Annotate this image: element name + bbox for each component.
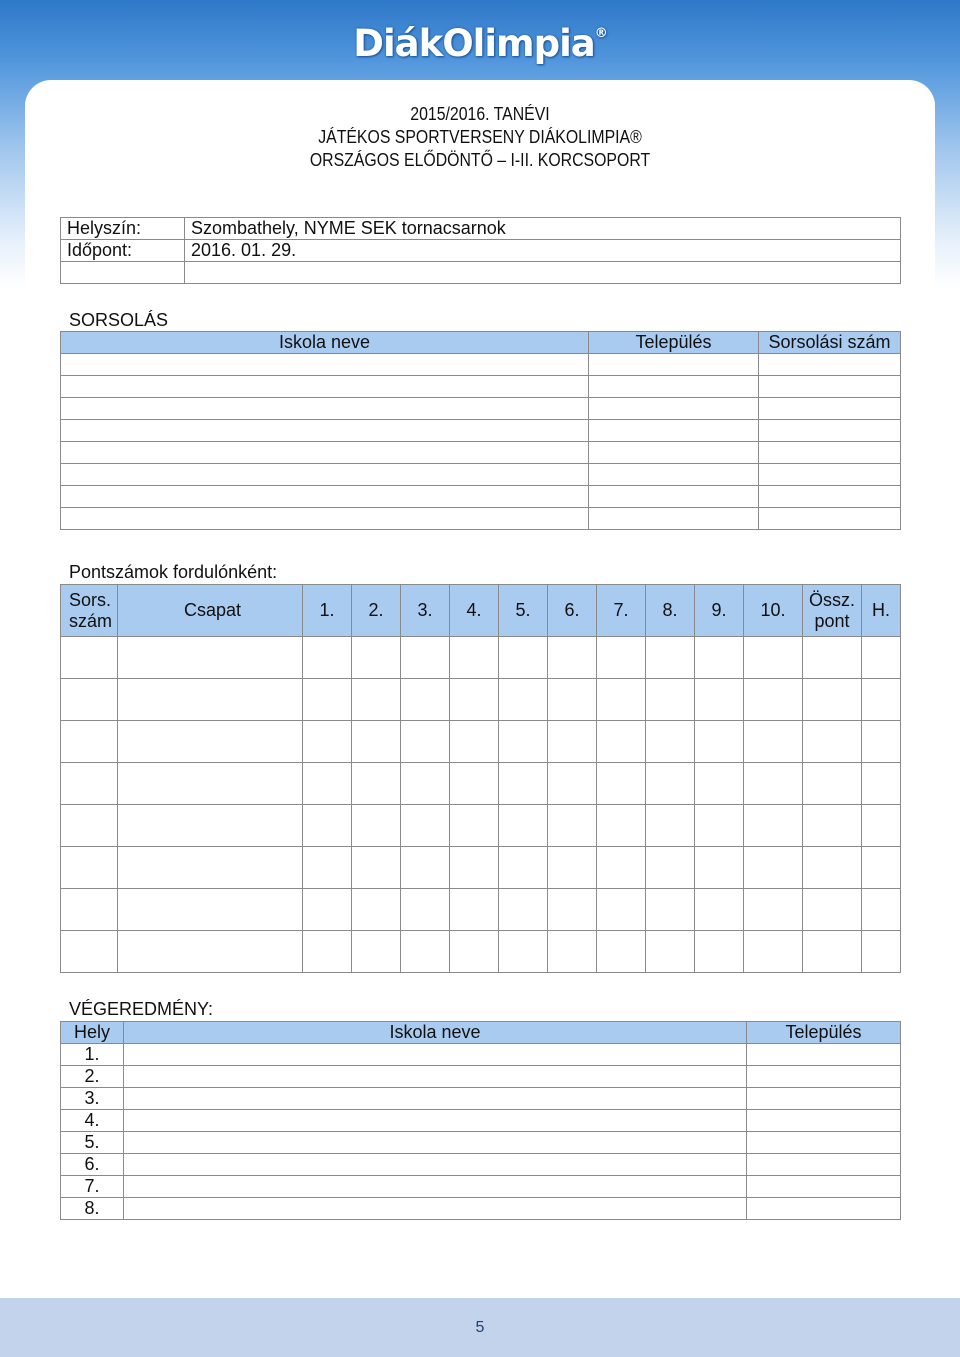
draw-table [60, 331, 901, 530]
points-cell [303, 847, 352, 889]
draw-cell [759, 354, 901, 376]
draw-cell [759, 398, 901, 420]
points-cell [597, 931, 646, 973]
points-cell [803, 931, 862, 973]
points-col-round: 9. [695, 585, 744, 637]
draw-row [61, 464, 901, 486]
points-table [60, 584, 901, 973]
final-row [61, 1066, 901, 1088]
points-cell [646, 889, 695, 931]
points-cell [695, 931, 744, 973]
points-cell [695, 637, 744, 679]
points-cell [450, 889, 499, 931]
points-cell [862, 931, 901, 973]
final-town-cell [747, 1198, 901, 1220]
points-cell [352, 889, 401, 931]
final-town-cell [747, 1154, 901, 1176]
points-cell [61, 805, 118, 847]
draw-cell [589, 508, 759, 530]
points-col-round: 5. [499, 585, 548, 637]
points-cell [803, 721, 862, 763]
title-line-2: JÁTÉKOS SPORTVERSENY DIÁKOLIMPIA® [318, 127, 642, 147]
points-cell [646, 805, 695, 847]
points-cell [118, 931, 303, 973]
final-section-title: VÉGEREDMÉNY: [69, 999, 214, 1019]
points-cell [862, 721, 901, 763]
points-col-place: H. [862, 585, 901, 637]
points-cell [499, 847, 548, 889]
points-row [61, 847, 901, 889]
final-row [61, 1154, 901, 1176]
final-town-cell [747, 1066, 901, 1088]
points-cell [303, 721, 352, 763]
final-school-cell [124, 1198, 747, 1220]
points-cell [401, 931, 450, 973]
draw-cell [589, 420, 759, 442]
points-cell [499, 805, 548, 847]
draw-cell [61, 486, 589, 508]
points-cell [862, 805, 901, 847]
points-cell [744, 679, 803, 721]
points-cell [646, 721, 695, 763]
final-town-cell [747, 1088, 901, 1110]
points-row [61, 805, 901, 847]
final-school-cell [124, 1132, 747, 1154]
points-cell [61, 637, 118, 679]
points-cell [450, 847, 499, 889]
draw-section-title: SORSOLÁS [69, 310, 169, 330]
final-school-cell [124, 1110, 747, 1132]
points-cell [744, 763, 803, 805]
date-row [61, 240, 901, 262]
points-cell [695, 763, 744, 805]
points-col-round: 7. [597, 585, 646, 637]
points-cell [597, 847, 646, 889]
final-row [61, 1110, 901, 1132]
points-cell [803, 679, 862, 721]
final-row [61, 1044, 901, 1066]
final-place: 3. [61, 1088, 124, 1110]
points-cell [450, 931, 499, 973]
draw-cell [759, 442, 901, 464]
draw-col-number: Sorsolási szám [759, 332, 901, 354]
points-cell [450, 679, 499, 721]
points-cell [646, 931, 695, 973]
points-cell [118, 637, 303, 679]
draw-cell [759, 464, 901, 486]
points-cell [352, 721, 401, 763]
final-town-cell [747, 1110, 901, 1132]
points-cell [548, 889, 597, 931]
points-cell [118, 721, 303, 763]
title-line-3: ORSZÁGOS ELŐDÖNTŐ – I-II. KORCSOPORT [309, 150, 651, 170]
points-cell [744, 931, 803, 973]
info-table [60, 217, 901, 284]
page-number: 5 [475, 1319, 485, 1336]
points-cell [401, 847, 450, 889]
final-school-cell [124, 1176, 747, 1198]
points-cell [118, 889, 303, 931]
points-col-round: 6. [548, 585, 597, 637]
points-cell [499, 721, 548, 763]
points-cell [862, 763, 901, 805]
points-cell [61, 721, 118, 763]
points-col-round: 10. [744, 585, 803, 637]
points-cell [597, 805, 646, 847]
points-cell [118, 763, 303, 805]
points-col-round: 8. [646, 585, 695, 637]
draw-cell [589, 398, 759, 420]
draw-cell [759, 486, 901, 508]
points-cell [303, 805, 352, 847]
final-col-town: Település [747, 1022, 901, 1044]
points-cell [499, 931, 548, 973]
points-cell [61, 763, 118, 805]
final-town-cell [747, 1044, 901, 1066]
points-cell [303, 637, 352, 679]
draw-cell [589, 442, 759, 464]
empty-row [61, 262, 901, 284]
draw-cell [61, 398, 589, 420]
points-col-team: Csapat [118, 585, 303, 637]
points-cell [646, 763, 695, 805]
points-cell [744, 637, 803, 679]
points-cell [803, 805, 862, 847]
points-cell [352, 847, 401, 889]
draw-cell [589, 464, 759, 486]
points-cell [401, 637, 450, 679]
final-town-cell [747, 1132, 901, 1154]
final-col-school: Iskola neve [124, 1022, 747, 1044]
final-results-table [60, 1021, 901, 1220]
draw-cell [61, 464, 589, 486]
final-row [61, 1088, 901, 1110]
points-cell [744, 847, 803, 889]
final-town-cell [747, 1176, 901, 1198]
points-cell [695, 805, 744, 847]
final-row [61, 1132, 901, 1154]
points-cell [548, 763, 597, 805]
points-cell [803, 889, 862, 931]
points-col-round: 2. [352, 585, 401, 637]
final-row [61, 1176, 901, 1198]
draw-row [61, 354, 901, 376]
points-cell [548, 931, 597, 973]
final-header-row [61, 1022, 901, 1044]
final-school-cell [124, 1088, 747, 1110]
points-cell [803, 763, 862, 805]
points-cell [450, 805, 499, 847]
points-cell [597, 721, 646, 763]
points-section-title: Pontszámok fordulónként: [69, 562, 278, 582]
points-cell [597, 679, 646, 721]
points-cell [303, 763, 352, 805]
points-cell [499, 889, 548, 931]
points-cell [352, 679, 401, 721]
draw-row [61, 420, 901, 442]
points-cell [450, 637, 499, 679]
venue-row [61, 218, 901, 240]
draw-row [61, 398, 901, 420]
final-col-place: Hely [61, 1022, 124, 1044]
points-cell [450, 721, 499, 763]
points-cell [352, 805, 401, 847]
points-row [61, 763, 901, 805]
draw-col-school: Iskola neve [61, 332, 589, 354]
final-place: 6. [61, 1154, 124, 1176]
points-row [61, 721, 901, 763]
draw-row [61, 376, 901, 398]
points-cell [862, 637, 901, 679]
points-cell [646, 637, 695, 679]
points-cell [401, 679, 450, 721]
points-cell [499, 679, 548, 721]
points-cell [695, 889, 744, 931]
points-cell [744, 889, 803, 931]
points-row [61, 637, 901, 679]
points-row [61, 679, 901, 721]
points-cell [803, 637, 862, 679]
draw-cell [61, 376, 589, 398]
points-cell [548, 847, 597, 889]
final-school-cell [124, 1066, 747, 1088]
final-place: 1. [61, 1044, 124, 1066]
venue-value: Szombathely, NYME SEK tornacsarnok [185, 218, 901, 240]
points-cell [597, 637, 646, 679]
points-cell [548, 679, 597, 721]
title-line-1: 2015/2016. TANÉVI [410, 104, 550, 124]
points-cell [303, 889, 352, 931]
date-value: 2016. 01. 29. [185, 240, 901, 262]
points-header-row [61, 585, 901, 637]
points-cell [695, 721, 744, 763]
final-row [61, 1198, 901, 1220]
final-school-cell [124, 1154, 747, 1176]
points-row [61, 889, 901, 931]
points-cell [646, 679, 695, 721]
points-cell [803, 847, 862, 889]
points-cell [597, 889, 646, 931]
final-place: 4. [61, 1110, 124, 1132]
draw-cell [61, 354, 589, 376]
draw-cell [759, 376, 901, 398]
points-cell [401, 805, 450, 847]
points-cell [303, 931, 352, 973]
points-col-draw-number: Sors. szám [61, 585, 118, 637]
draw-row [61, 486, 901, 508]
venue-label: Helyszín: [61, 218, 185, 240]
points-cell [118, 679, 303, 721]
document-title [58, 103, 903, 172]
points-cell [352, 637, 401, 679]
points-cell [118, 847, 303, 889]
draw-cell [759, 420, 901, 442]
draw-cell [61, 508, 589, 530]
draw-row [61, 442, 901, 464]
diakolimpia-logo: DiákOlimpia® [353, 22, 607, 65]
points-col-round: 3. [401, 585, 450, 637]
final-place: 2. [61, 1066, 124, 1088]
date-label: Időpont: [61, 240, 185, 262]
points-cell [597, 763, 646, 805]
points-cell [401, 763, 450, 805]
draw-cell [589, 486, 759, 508]
draw-cell [61, 442, 589, 464]
points-cell [744, 805, 803, 847]
points-cell [862, 679, 901, 721]
points-cell [61, 889, 118, 931]
points-cell [695, 847, 744, 889]
points-cell [646, 847, 695, 889]
points-cell [401, 889, 450, 931]
draw-header-row [61, 332, 901, 354]
final-place: 5. [61, 1132, 124, 1154]
points-cell [352, 763, 401, 805]
points-cell [548, 721, 597, 763]
final-place: 8. [61, 1198, 124, 1220]
points-cell [862, 889, 901, 931]
points-cell [61, 931, 118, 973]
draw-cell [589, 376, 759, 398]
points-cell [450, 763, 499, 805]
points-cell [862, 847, 901, 889]
draw-row [61, 508, 901, 530]
draw-cell [61, 420, 589, 442]
points-cell [61, 679, 118, 721]
points-col-total: Össz. pont [803, 585, 862, 637]
points-cell [548, 805, 597, 847]
final-place: 7. [61, 1176, 124, 1198]
draw-col-town: Település [589, 332, 759, 354]
points-cell [499, 637, 548, 679]
draw-cell [759, 508, 901, 530]
points-cell [401, 721, 450, 763]
points-cell [352, 931, 401, 973]
points-cell [499, 763, 548, 805]
final-school-cell [124, 1044, 747, 1066]
points-col-round: 1. [303, 585, 352, 637]
points-cell [744, 721, 803, 763]
points-cell [303, 679, 352, 721]
points-cell [695, 679, 744, 721]
draw-cell [589, 354, 759, 376]
points-cell [61, 847, 118, 889]
points-row [61, 931, 901, 973]
points-cell [118, 805, 303, 847]
points-cell [548, 637, 597, 679]
points-col-round: 4. [450, 585, 499, 637]
